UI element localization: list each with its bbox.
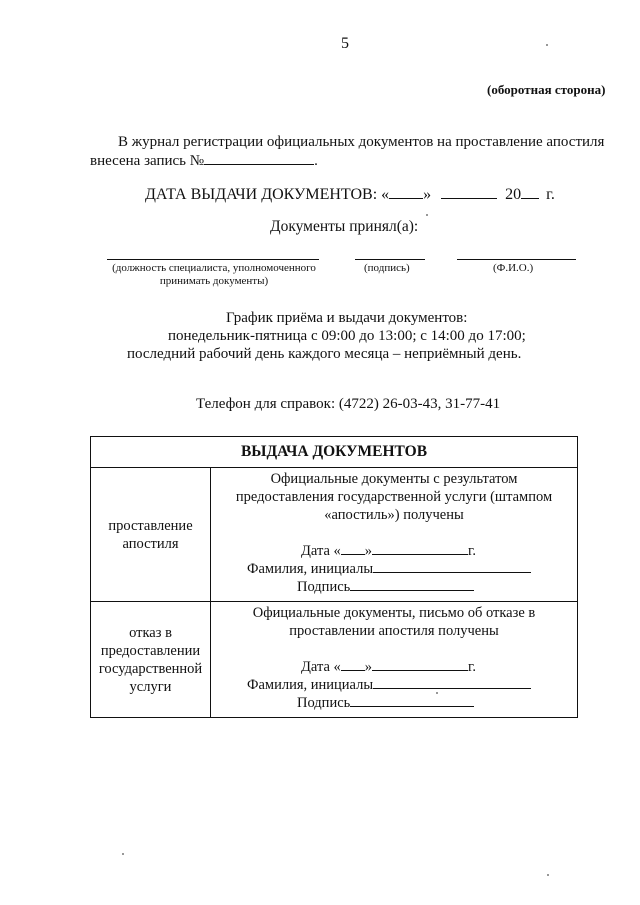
journal-entry-blank (204, 152, 314, 165)
reverse-side-label: (оборотная сторона) (487, 82, 606, 97)
journal-entry-period: . (314, 153, 318, 169)
scan-speck (546, 44, 548, 46)
scan-speck (436, 692, 438, 694)
name-line (457, 259, 576, 260)
position-signature-line (107, 259, 319, 260)
refusal-surname-field: Фамилия, инициалы (211, 676, 577, 694)
position-caption (96, 262, 332, 287)
journal-entry-label: внесена запись № (90, 153, 205, 169)
apostille-row-label: проставление апостиля (91, 468, 211, 602)
refusal-row-content (211, 602, 578, 718)
scan-speck (426, 214, 428, 216)
issue-date-label: ДАТА ВЫДАЧИ ДОКУМЕНТОВ: « (145, 186, 390, 203)
position-caption-line-2: принимать документы) (159, 275, 269, 287)
refusal-signature-field: Подпись (211, 694, 577, 712)
refusal-text-1: Официальные документы, письмо об отказе в (252, 605, 536, 621)
table-row (91, 468, 578, 602)
journal-line-1: В журнал регистрации официальных документов на проставление апостиля (118, 134, 605, 150)
apostille-text-3: «апостиль») получены (324, 507, 464, 523)
apostille-signature-field: Подпись (211, 578, 577, 596)
issue-documents-table (90, 436, 578, 718)
position-caption-line-1: (должность специалиста, уполномоченного (112, 262, 316, 274)
apostille-text-2: предоставления государственной услуги (штампом (235, 489, 553, 505)
issue-year-blank (521, 186, 539, 199)
issue-table-header: ВЫДАЧА ДОКУМЕНТОВ (91, 437, 578, 468)
issue-date-line (145, 186, 555, 204)
schedule-title: График приёма и выдачи документов: (226, 310, 468, 326)
apostille-text-1: Официальные документы с результатом (270, 471, 518, 487)
table-row (91, 602, 578, 718)
page-number: 5 (341, 35, 349, 52)
scan-speck (547, 874, 549, 876)
signature-line (355, 259, 425, 260)
accepted-label: Документы принял(а): (270, 218, 419, 235)
issue-day-blank (389, 186, 423, 199)
apostille-row-content (211, 468, 578, 602)
signature-caption: (подпись) (364, 262, 410, 274)
journal-line-2 (90, 152, 318, 170)
refusal-text-2: проставлении апостиля получены (289, 623, 499, 639)
issue-year-suffix: г. (546, 186, 555, 203)
phone-line: Телефон для справок: (4722) 26-03-43, 31-77-41 (196, 396, 501, 412)
schedule-line-1: понедельник-пятница с 09:00 до 13:00; с 14:00 до 17:00; (168, 328, 526, 344)
name-caption: (Ф.И.О.) (493, 262, 534, 274)
issue-year-prefix: 20 (505, 186, 522, 203)
issue-date-quote-close: » (423, 186, 432, 203)
apostille-date-field: Дата « » г. (301, 543, 476, 559)
refusal-row-label: отказ в предоставлении государственной услуги (91, 602, 211, 718)
apostille-surname-field: Фамилия, инициалы (211, 560, 577, 578)
issue-month-blank (441, 186, 497, 199)
schedule-line-2: последний рабочий день каждого месяца – неприёмный день. (127, 346, 522, 362)
refusal-date-field: Дата « » г. (301, 659, 476, 675)
scan-speck (122, 853, 124, 855)
